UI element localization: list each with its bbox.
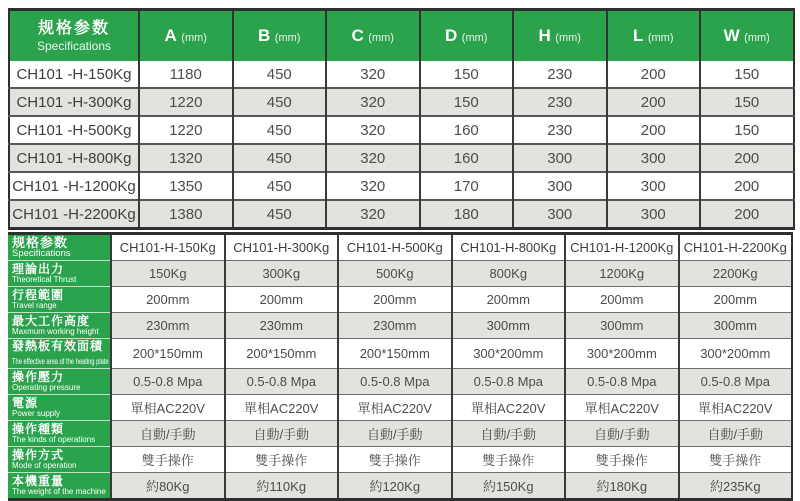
- spec-label-cell: 發熱板有效面積 The effective area of the heating plate: [8, 339, 111, 369]
- specifications-title-en: Specifications: [36, 39, 112, 53]
- value-cell: 自動/手動: [225, 421, 339, 447]
- value-cell: 300mm: [452, 313, 566, 339]
- value-cell: 300Kg: [225, 261, 339, 287]
- value-cell: 230mm: [111, 313, 225, 339]
- value-cell: 1180: [139, 61, 233, 88]
- spec-label-cell: 规格参数 Specifications: [8, 234, 111, 261]
- value-cell: 單相AC220V: [338, 395, 452, 421]
- value-cell: 450: [233, 172, 327, 200]
- value-cell: 0.5-0.8 Mpa: [111, 369, 225, 395]
- model-header-cell: CH101-H-800Kg: [452, 234, 566, 261]
- spec-row-pressure: [8, 369, 792, 395]
- column-header-h: H (mm): [513, 10, 607, 62]
- value-cell: 200: [700, 144, 794, 172]
- value-cell: 自動/手動: [565, 421, 679, 447]
- value-cell: 150Kg: [111, 261, 225, 287]
- specifications-title-zh: 规格参数: [37, 20, 110, 37]
- value-cell: 單相AC220V: [111, 395, 225, 421]
- table-row: [9, 88, 794, 116]
- table-row: [9, 61, 794, 88]
- value-cell: 300*200mm: [679, 339, 793, 369]
- spec-label-cell: 操作方式 Mode of operation: [8, 447, 111, 473]
- value-cell: 800Kg: [452, 261, 566, 287]
- value-cell: 450: [233, 88, 327, 116]
- value-cell: 單相AC220V: [565, 395, 679, 421]
- value-cell: 雙手操作: [225, 447, 339, 473]
- spec-label-cell: 最大工作高度 Maxmum working height: [8, 313, 111, 339]
- value-cell: 雙手操作: [452, 447, 566, 473]
- value-cell: 150: [700, 116, 794, 144]
- value-cell: 200: [607, 88, 701, 116]
- value-cell: 200*150mm: [225, 339, 339, 369]
- value-cell: 200*150mm: [111, 339, 225, 369]
- value-cell: 230: [513, 88, 607, 116]
- value-cell: 2200Kg: [679, 261, 793, 287]
- value-cell: 320: [326, 200, 420, 229]
- value-cell: 1220: [139, 88, 233, 116]
- value-cell: 500Kg: [338, 261, 452, 287]
- model-header-cell: CH101-H-1200Kg: [565, 234, 679, 261]
- value-cell: 320: [326, 116, 420, 144]
- value-cell: 0.5-0.8 Mpa: [565, 369, 679, 395]
- value-cell: 1200Kg: [565, 261, 679, 287]
- value-cell: 300: [513, 144, 607, 172]
- value-cell: 300mm: [679, 313, 793, 339]
- value-cell: 雙手操作: [338, 447, 452, 473]
- value-cell: 200: [607, 116, 701, 144]
- value-cell: 450: [233, 116, 327, 144]
- value-cell: 300: [513, 172, 607, 200]
- spec-row-operation-kinds: [8, 421, 792, 447]
- value-cell: 320: [326, 88, 420, 116]
- spec-label-cell: 行程範圍 Travel range: [8, 287, 111, 313]
- dimensions-table: [8, 8, 795, 230]
- value-cell: 約180Kg: [565, 473, 679, 500]
- model-cell: CH101 -H-1200Kg: [9, 172, 139, 200]
- value-cell: 單相AC220V: [452, 395, 566, 421]
- value-cell: 200*150mm: [338, 339, 452, 369]
- table-row: [9, 200, 794, 229]
- value-cell: 200mm: [338, 287, 452, 313]
- value-cell: 自動/手動: [338, 421, 452, 447]
- value-cell: 約120Kg: [338, 473, 452, 500]
- value-cell: 自動/手動: [679, 421, 793, 447]
- model-header-cell: CH101-H-150Kg: [111, 234, 225, 261]
- value-cell: 300mm: [565, 313, 679, 339]
- value-cell: 單相AC220V: [679, 395, 793, 421]
- column-header-l: L (mm): [607, 10, 701, 62]
- spec-label-cell: 操作壓力 Operating pressure: [8, 369, 111, 395]
- spec-row-heating-area: [8, 339, 792, 369]
- value-cell: 1350: [139, 172, 233, 200]
- spec-label-cell: 理論出力 Theoretical Thrust: [8, 261, 111, 287]
- value-cell: 320: [326, 144, 420, 172]
- table-row: [9, 172, 794, 200]
- value-cell: 450: [233, 200, 327, 229]
- value-cell: 300: [607, 200, 701, 229]
- table-row: [9, 144, 794, 172]
- model-header-cell: CH101-H-2200Kg: [679, 234, 793, 261]
- value-cell: 200mm: [679, 287, 793, 313]
- value-cell: 320: [326, 172, 420, 200]
- value-cell: 230: [513, 61, 607, 88]
- model-cell: CH101 -H-800Kg: [9, 144, 139, 172]
- spec-row-working-height: [8, 313, 792, 339]
- value-cell: 450: [233, 61, 327, 88]
- value-cell: 300: [607, 144, 701, 172]
- value-cell: 200: [607, 61, 701, 88]
- spec-row-thrust: [8, 261, 792, 287]
- value-cell: 200mm: [565, 287, 679, 313]
- specifications-header-cell: [9, 10, 139, 62]
- value-cell: 1220: [139, 116, 233, 144]
- value-cell: 230: [513, 116, 607, 144]
- value-cell: 150: [420, 61, 514, 88]
- value-cell: 200mm: [225, 287, 339, 313]
- model-cell: CH101 -H-500Kg: [9, 116, 139, 144]
- spec-header-row: [8, 234, 792, 261]
- value-cell: 0.5-0.8 Mpa: [338, 369, 452, 395]
- spec-row-operation-mode: [8, 447, 792, 473]
- model-header-cell: CH101-H-300Kg: [225, 234, 339, 261]
- model-header-cell: CH101-H-500Kg: [338, 234, 452, 261]
- value-cell: 300: [607, 172, 701, 200]
- value-cell: 150: [420, 88, 514, 116]
- model-cell: CH101 -H-150Kg: [16, 65, 132, 83]
- value-cell: 300*200mm: [452, 339, 566, 369]
- value-cell: 160: [420, 116, 514, 144]
- column-header-b: B (mm): [233, 10, 327, 62]
- value-cell: 180: [420, 200, 514, 229]
- column-header-d: D (mm): [420, 10, 514, 62]
- value-cell: 150: [700, 61, 794, 88]
- value-cell: 200: [700, 200, 794, 229]
- spec-label-cell: 電源 Power supply: [8, 395, 111, 421]
- dimensions-header-row: [9, 10, 794, 62]
- value-cell: 約110Kg: [225, 473, 339, 500]
- value-cell: 160: [420, 144, 514, 172]
- value-cell: 230mm: [338, 313, 452, 339]
- value-cell: 自動/手動: [452, 421, 566, 447]
- value-cell: 約150Kg: [452, 473, 566, 500]
- value-cell: 0.5-0.8 Mpa: [452, 369, 566, 395]
- model-cell: CH101 -H-300Kg: [9, 88, 139, 116]
- value-cell: 1320: [139, 144, 233, 172]
- value-cell: 200: [700, 172, 794, 200]
- column-header-c: C (mm): [326, 10, 420, 62]
- value-cell: 150: [700, 88, 794, 116]
- spec-row-travel: [8, 287, 792, 313]
- value-cell: 0.5-0.8 Mpa: [225, 369, 339, 395]
- specifications-table: [8, 232, 793, 501]
- value-cell: 300*200mm: [565, 339, 679, 369]
- value-cell: 約80Kg: [111, 473, 225, 500]
- value-cell: 單相AC220V: [225, 395, 339, 421]
- value-cell: 450: [233, 144, 327, 172]
- spec-row-power: [8, 395, 792, 421]
- value-cell: 200mm: [111, 287, 225, 313]
- spec-label-cell: 操作種類 The kinds of operations: [8, 421, 111, 447]
- value-cell: 170: [420, 172, 514, 200]
- value-cell: 0.5-0.8 Mpa: [679, 369, 793, 395]
- column-header-w: W (mm): [700, 10, 794, 62]
- value-cell: 200mm: [452, 287, 566, 313]
- table-row: [9, 116, 794, 144]
- column-header-a: A (mm): [139, 10, 233, 62]
- spec-row-machine-weight: [8, 473, 792, 500]
- value-cell: 雙手操作: [111, 447, 225, 473]
- value-cell: 300: [513, 200, 607, 229]
- value-cell: 自動/手動: [111, 421, 225, 447]
- value-cell: 1380: [139, 200, 233, 229]
- spec-label-cell: 本機重量 The weight of the machine: [8, 473, 111, 500]
- value-cell: 雙手操作: [679, 447, 793, 473]
- value-cell: 約235Kg: [679, 473, 793, 500]
- value-cell: 雙手操作: [565, 447, 679, 473]
- value-cell: 230mm: [225, 313, 339, 339]
- model-cell: CH101 -H-2200Kg: [9, 200, 139, 229]
- value-cell: 320: [326, 61, 420, 88]
